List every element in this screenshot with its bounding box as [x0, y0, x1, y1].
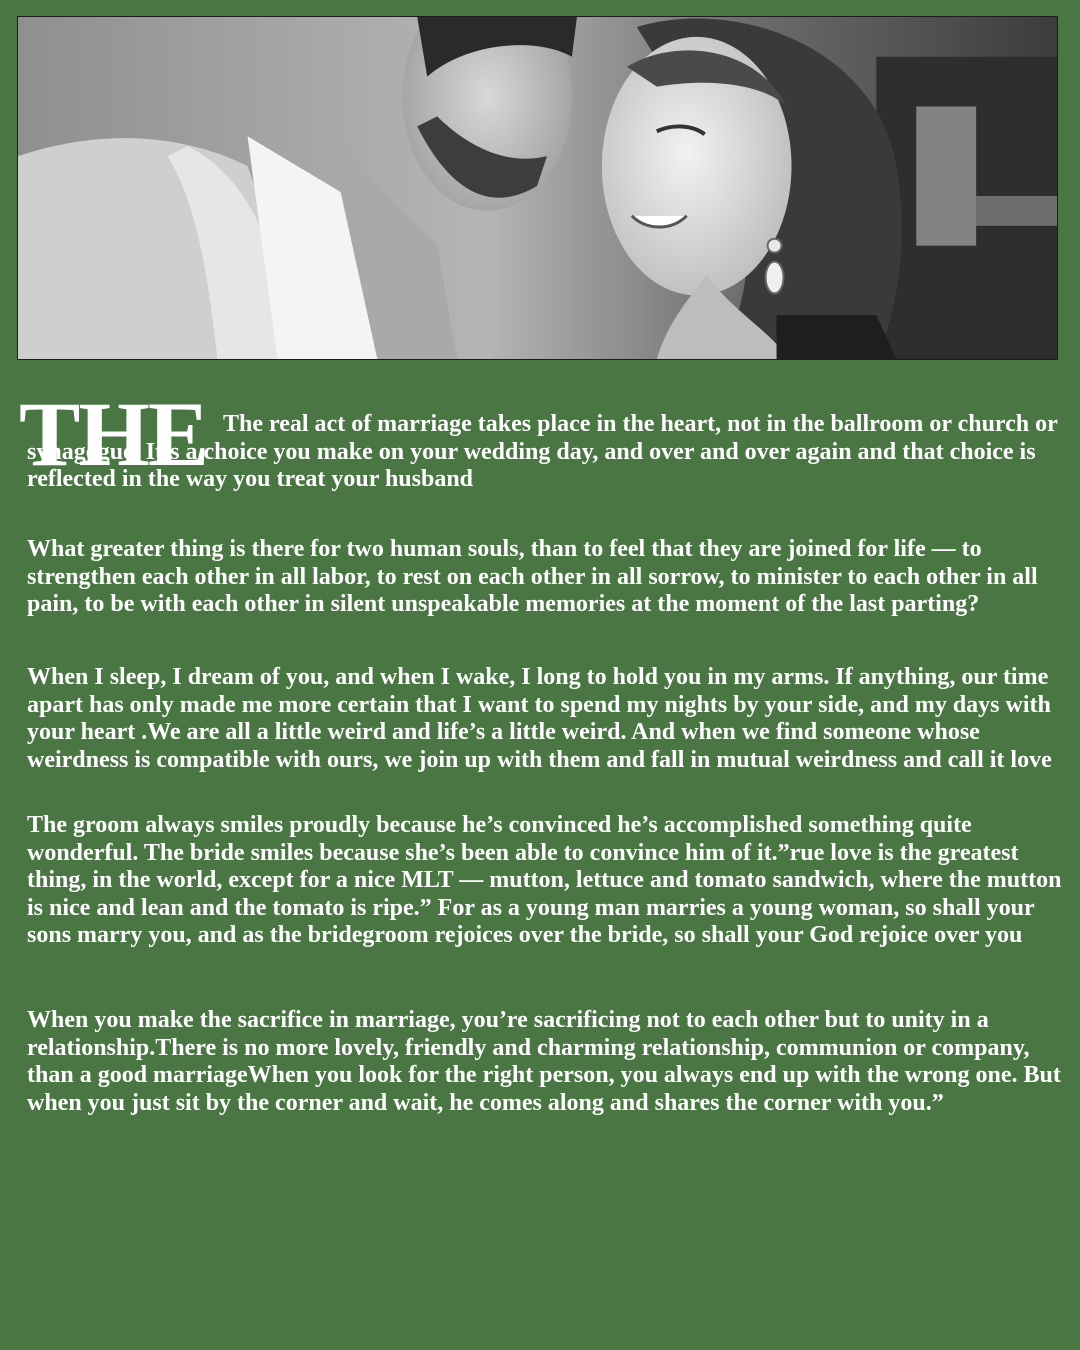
paragraph-2: What greater thing is there for two human souls, than to feel that they are joined for life — to strengthen each other in all labor, to rest on each other in all sorrow, to minister to each other in all pain, to be with each other in silent unspeakable memories at the moment of the last parting?: [27, 536, 1038, 618]
dropcap: THE: [19, 383, 208, 485]
paragraph-1: [27, 411, 1067, 494]
paragraph-4: The groom always smiles proudly because he’s convinced he’s accomplished something quite wonderful. The bride smiles because she’s been able to convince him of it.”rue love is the greatest thing, in the world, except for a nice MLT — mutton, lettuce and tomato sandwich, where the mutton is nice and lean and the tomato is ripe.” For as a young man marries a young woman, so shall your sons marry you, and as the bridegroom rejoices over the bride, so shall your God rejoice over you: [27, 812, 1062, 949]
paragraph-5: When you make the sacrifice in marriage, you’re sacrificing not to each other but to unity in a relationship.There is no more lovely, friendly and charming relationship, communion or company, than a good marriageWhen you look for the right person, you always end up with the wrong one. But when you just sit by the corner and wait, he comes along and shares the corner with you.”: [27, 1007, 1061, 1116]
paragraph-3: When I sleep, I dream of you, and when I wake, I long to hold you in my arms. If anything, our time apart has only made me more certain that I want to spend my nights by your side, and my days with your heart .We are all a little weird and life’s a little weird. And when we find someone whose weirdness is compatible with ours, we join up with them and fall in mutual weirdness and call it love: [27, 664, 1052, 773]
couple-photo: [17, 16, 1058, 360]
paragraph-1-text: The real act of marriage takes place in the heart, not in the ballroom or church or synagogue. It’s a choice you make on your wedding day, and over and over again and that choice is reflected in the way you treat your husband: [27, 411, 1058, 493]
couple-photo-illustration: [18, 17, 1057, 359]
